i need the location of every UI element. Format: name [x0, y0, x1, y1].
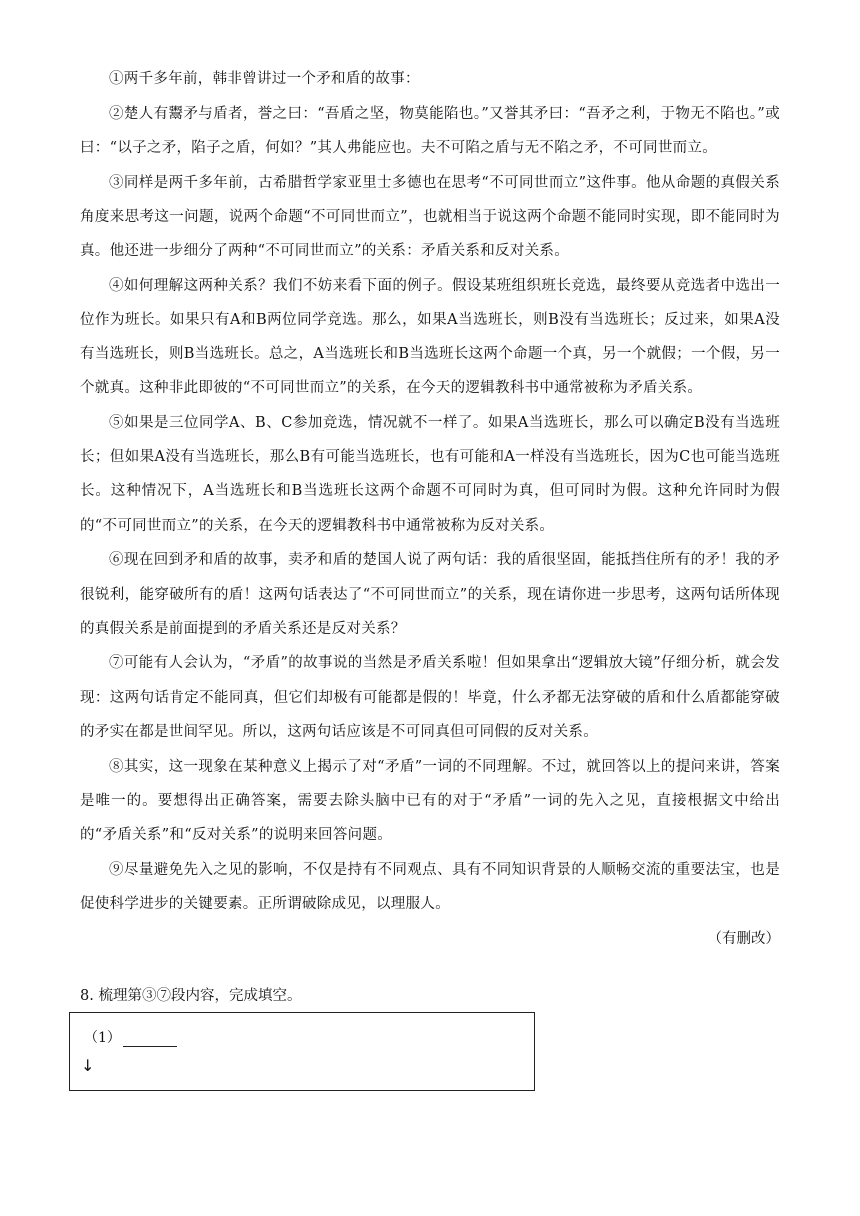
paragraph-8: ⑧其实，这一现象在某种意义上揭示了对“矛盾”一词的不同理解。不过，就回答以上的提问来讲，答案是唯一的。要想得出正确答案，需要去除头脑中已有的对于“矛盾”一词的先入之见，直接根据文中给出的“矛盾关系”和“反对关系”的说明来回答问题。	[80, 758, 780, 843]
paragraph-6: ⑥现在回到矛和盾的故事，卖矛和盾的楚国人说了两句话：我的盾很坚固，能抵挡住所有的矛！我的矛很锐利，能穿破所有的盾！这两句话表达了“不可同世而立”的关系，现在请你进一步思考，这两句话所体现的真假关系是前面提到的矛盾关系还是反对关系？	[80, 552, 780, 637]
paragraph-1: ①两千多年前，韩非曾讲过一个矛和盾的故事：	[109, 71, 420, 87]
answer-item-1	[84, 1027, 177, 1047]
item-label: （1）	[84, 1030, 121, 1046]
paragraph-4: ④如何理解这两种关系？我们不妨来看下面的例子。假设某班组织班长竞选，最终要从竞选者中选出一位作为班长。如果只有A和B两位同学竞选。那么，如果A当选班长，则B没有当选班长；反过来，如果A没有当选班长，则B当选班长。总之，A当选班长和B当选班长这两个命题一个真，另一个就假；一个假，另一个就真。这种非此即彼的“不可同世而立”的关系，在今天的逻辑教科书中通常被称为矛盾关系。	[80, 277, 780, 397]
paragraph-3: ③同样是两千多年前，古希腊哲学家亚里士多德也在思考“不可同世而立”这件事。他从命题的真假关系角度来思考这一问题，说两个命题“不可同世而立”，也就相当于说这两个命题不能同时实现，即不能同时为真。他还进一步细分了两种“不可同世而立”的关系：矛盾关系和反对关系。	[80, 174, 780, 260]
paragraph-5: ⑤如果是三位同学A、B、C参加竞选，情况就不一样了。如果A当选班长，那么可以确定B没有当选班长；但如果A没有当选班长，那么B有可能当选班长，也有可能和A一样没有当选班长，因为C也可能当选班长。这种情况下，A当选班长和B当选班长这两个命题不可同时为真，但可同时为假。这种允许同时为假的“不可同世而立”的关系，在今天的逻辑教科书中通常被称为反对关系。	[80, 415, 780, 534]
fill-blank[interactable]	[123, 1030, 177, 1047]
down-arrow-icon: ↓	[81, 1056, 95, 1075]
passage	[80, 62, 780, 956]
source-note: （有删改）	[707, 930, 780, 947]
paragraph-7: ⑦可能有人会认为，“矛盾”的故事说的当然是矛盾关系啦！但如果拿出“逻辑放大镜”仔细分析，就会发现：这两句话肯定不能同真，但它们却极有可能都是假的！毕竟，什么矛都无法穿破的盾和什么盾都能穿破的矛实在都是世间罕见。所以，这两句话应该是不可同真但可同假的反对关系。	[80, 655, 780, 740]
paragraph-9: ⑨尽量避免先入之见的影响，不仅是持有不同观点、具有不同知识背景的人顺畅交流的重要法宝，也是促使科学进步的关键要素。正所谓破除成见，以理服人。	[80, 861, 780, 912]
question-8: 8. 梳理第③⑦段内容，完成填空。	[80, 988, 302, 1004]
paragraph-2: ②楚人有鬻矛与盾者，誉之曰：“吾盾之坚，物莫能陷也。”又誉其矛曰：“吾矛之利，于物无不陷也。”或曰：“以子之矛，陷子之盾，何如？”其人弗能应也。夫不可陷之盾与无不陷之矛，不可同世而立。	[80, 105, 780, 156]
answer-box	[69, 1012, 535, 1091]
